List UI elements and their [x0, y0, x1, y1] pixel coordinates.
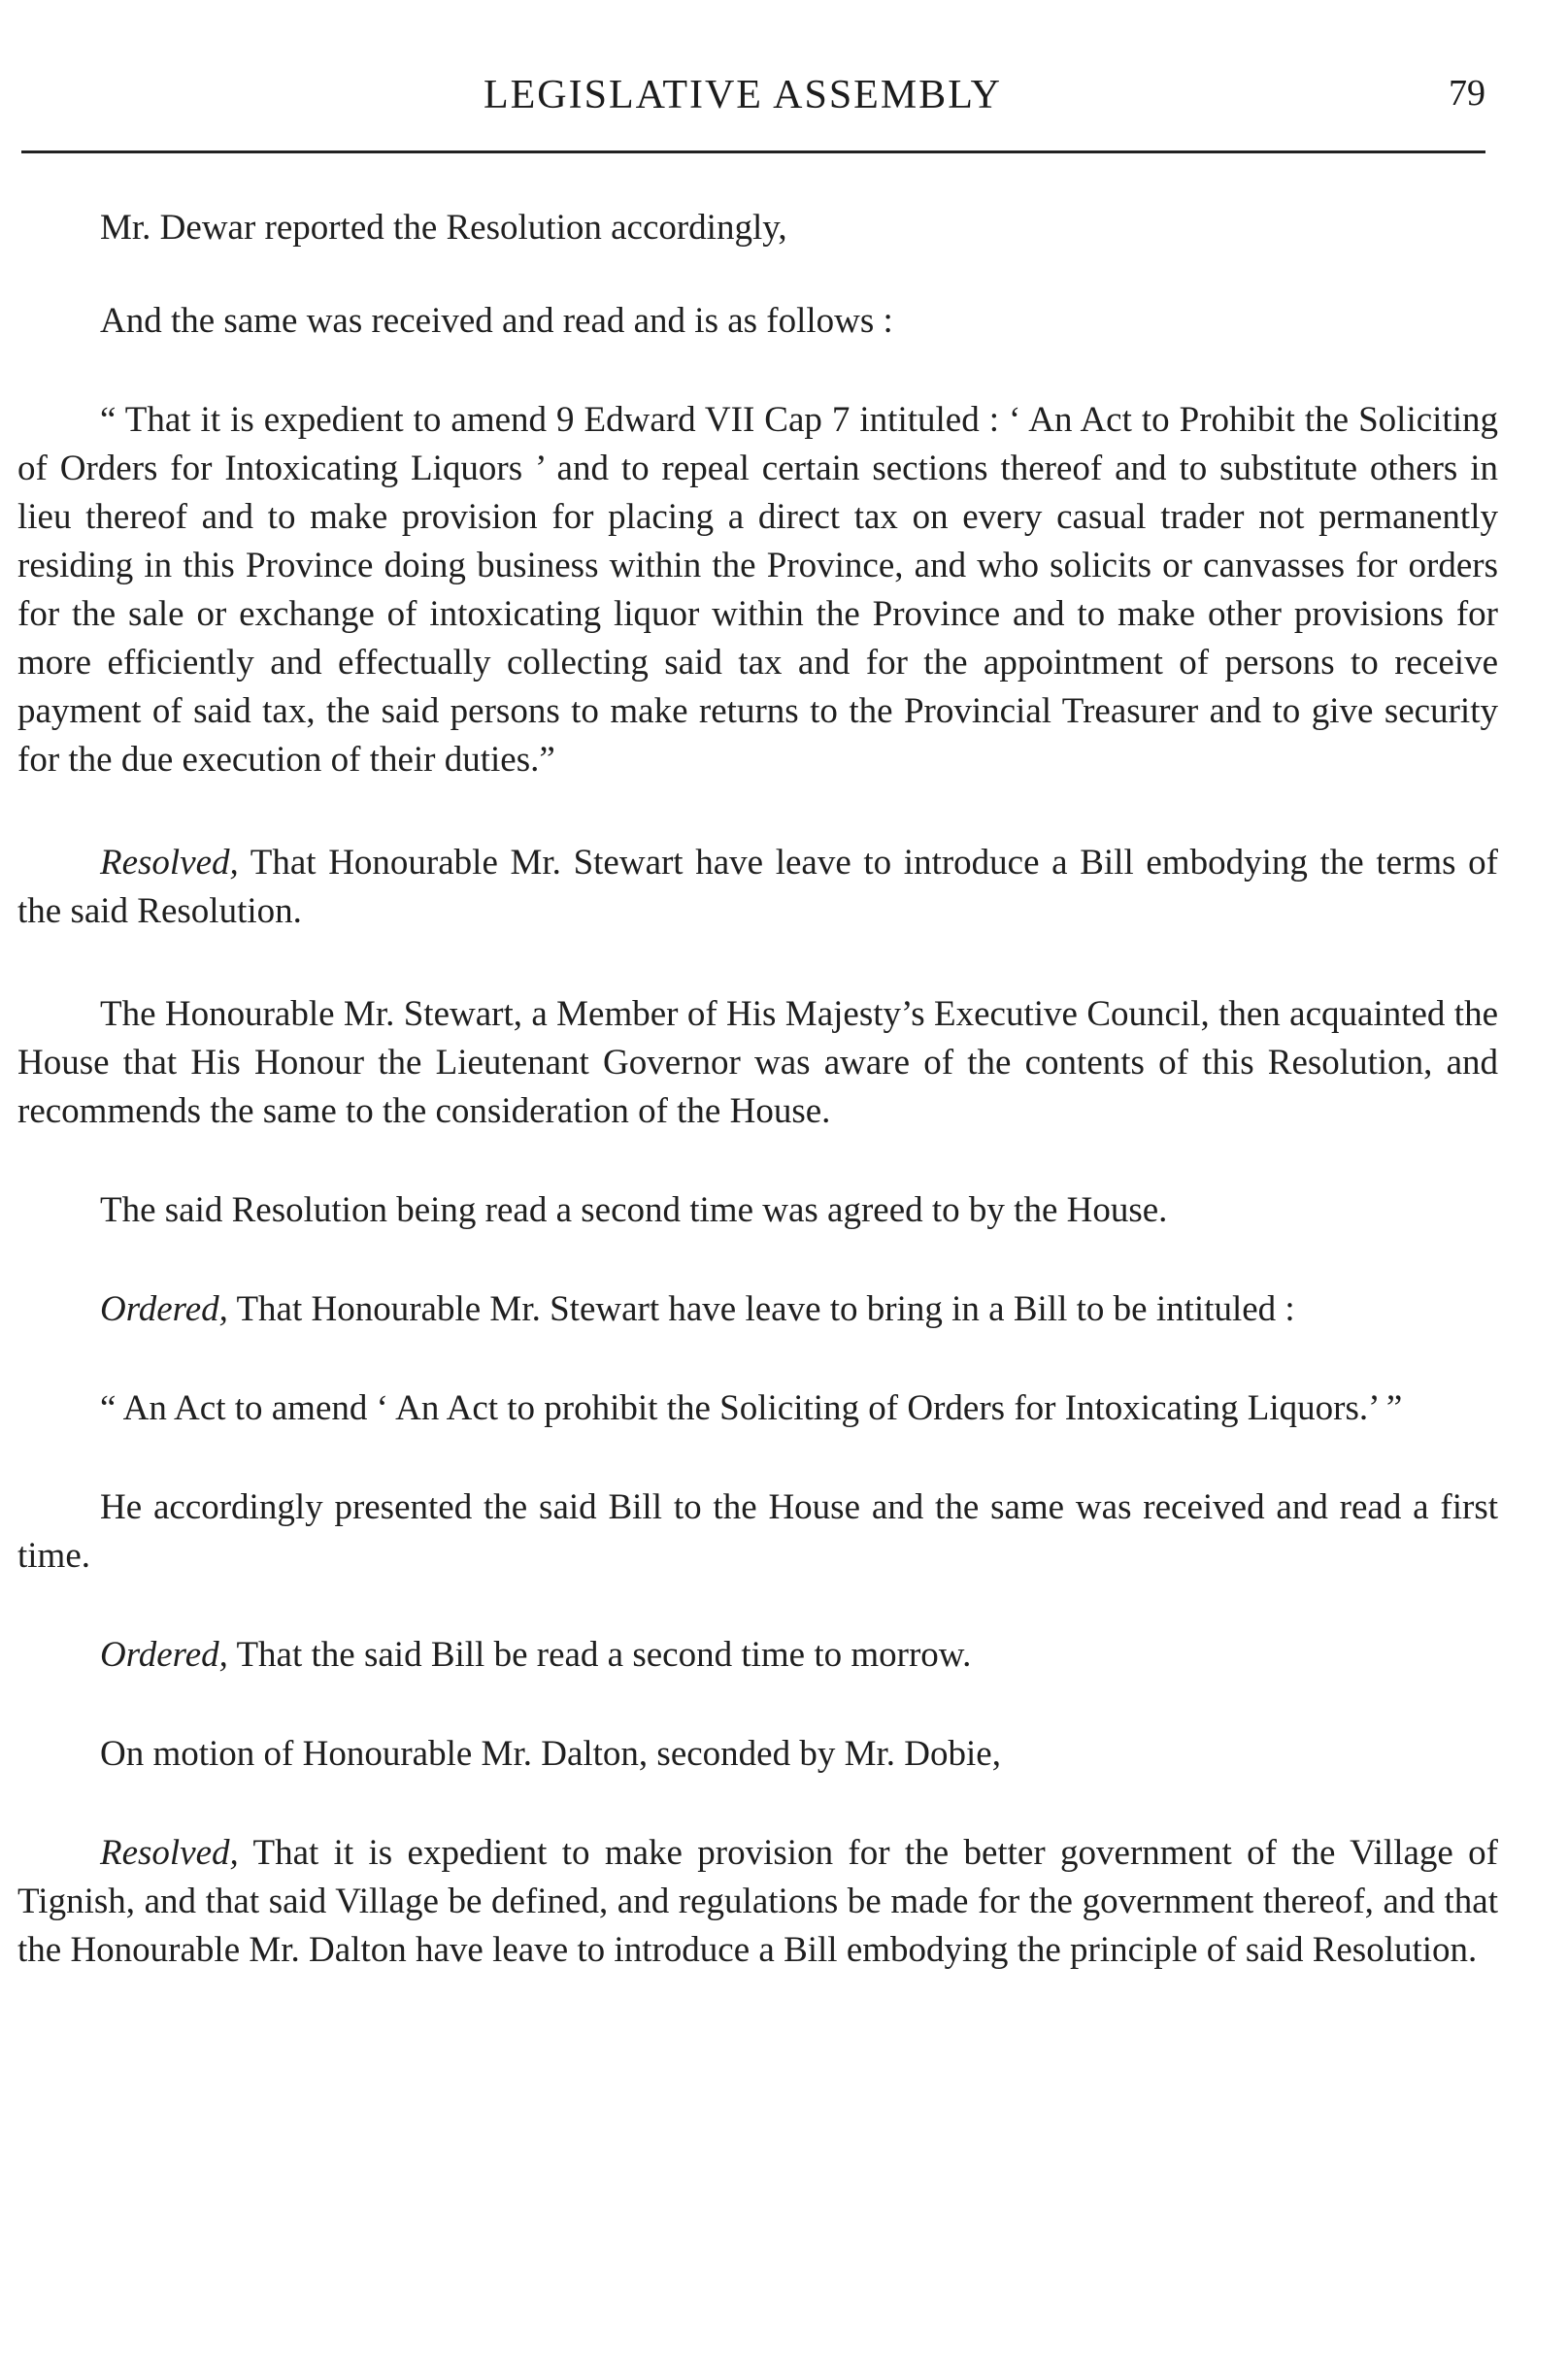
paragraph-text: Mr. Dewar reported the Resolution accordingly, — [100, 208, 787, 248]
journal-body — [17, 204, 1498, 1975]
paragraph-received — [17, 297, 1498, 346]
running-title: LEGISLATIVE ASSEMBLY — [484, 73, 1002, 117]
paragraph-text: That Honourable Mr. Stewart have leave to introduce a Bill embodying the terms of the said Resolution. — [17, 843, 1498, 931]
paragraph-lead: Resolved, — [100, 843, 239, 883]
paragraph-second-reading — [17, 1186, 1498, 1235]
paragraph-lead: Resolved, — [100, 1833, 239, 1873]
paragraph-text: And the same was received and read and is as follows : — [100, 301, 893, 341]
paragraph-text: That Honourable Mr. Stewart have leave to bring in a Bill to be intituled : — [227, 1289, 1295, 1329]
paragraph-text: The Honourable Mr. Stewart, a Member of His Majesty’s Executive Council, then acquainted the House that His Honour the Lieutenant Governor was aware of the contents of this Resolution, and recommends the same to the consideration of the House. — [17, 994, 1498, 1131]
paragraph-resolved-stewart — [17, 839, 1498, 936]
paragraph-text: He accordingly presented the said Bill to the House and the same was received and read a first time. — [17, 1487, 1498, 1576]
paragraph-lead: Ordered, — [100, 1635, 228, 1675]
paragraph-ordered-second — [17, 1631, 1498, 1680]
paragraph-ordered-bill — [17, 1285, 1498, 1334]
paragraph-presented — [17, 1483, 1498, 1581]
paragraph-text: That it is expedient to make provision for the better government of the Village of Tignish, and that said Village be defined, and regulations be made for the government thereof, and that the Honourable Mr. Dalton have leave to introduce a Bill embodying the principle of said Resolution. — [17, 1833, 1498, 1970]
paragraph-report — [17, 204, 1498, 252]
page-number: 79 — [1449, 73, 1485, 114]
page-header — [0, 72, 1485, 130]
paragraph-text: That the said Bill be read a second time to morrow. — [227, 1635, 972, 1675]
header-rule — [21, 150, 1485, 153]
paragraph-resolution-text — [17, 396, 1498, 784]
paragraph-acquainted — [17, 990, 1498, 1136]
paragraph-motion — [17, 1730, 1498, 1779]
paragraph-text: The said Resolution being read a second time was agreed to by the House. — [100, 1190, 1168, 1230]
paragraph-text: “ That it is expedient to amend 9 Edward VII Cap 7 intituled : ‘ An Act to Prohibit the Soliciting of Orders for Intoxicating Liquors ’ and to repeal certain sections thereof and to substitute others in lieu thereof and to make provision for placing a direct tax on every casual trader not permanently residing in this Province doing business within the Province, and who solicits or canvasses for orders for the sale or exchange of intoxicating liquor within the Province and to make other provisions for more efficiently and effectually collecting said tax and for the appointment of persons to receive payment of said tax, the said persons to make returns to the Provincial Treasurer and to give security for the due execution of their duties.” — [17, 400, 1498, 780]
paragraph-resolved-tignish — [17, 1829, 1498, 1975]
paragraph-text: On motion of Honourable Mr. Dalton, seconded by Mr. Dobie, — [100, 1734, 1001, 1774]
paragraph-lead: Ordered, — [100, 1289, 228, 1329]
paragraph-text: “ An Act to amend ‘ An Act to prohibit the Soliciting of Orders for Intoxicating Liquors.’ ” — [100, 1388, 1403, 1428]
paragraph-act-title — [17, 1384, 1498, 1433]
